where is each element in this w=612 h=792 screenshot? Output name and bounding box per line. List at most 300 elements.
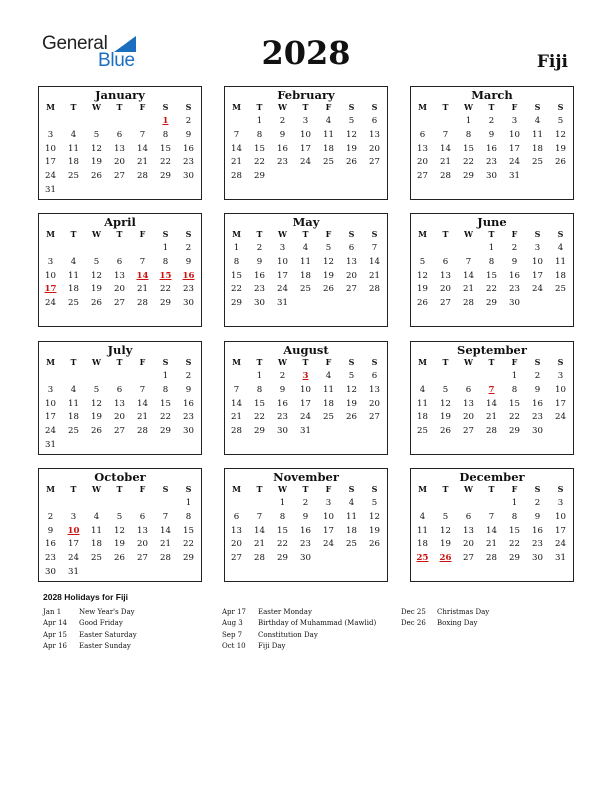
weekday-header: S bbox=[534, 357, 541, 367]
holiday-name: Good Friday bbox=[79, 619, 123, 628]
day-cell: 6 bbox=[116, 384, 123, 395]
day-cell: 4 bbox=[70, 256, 77, 267]
day-cell: 15 bbox=[160, 398, 171, 409]
month-april bbox=[38, 213, 202, 327]
day-cell: 31 bbox=[68, 567, 79, 577]
month-title: October bbox=[94, 470, 146, 484]
holiday-day-cell: 15 bbox=[159, 270, 172, 281]
day-cell: 17 bbox=[68, 539, 79, 550]
month-october bbox=[38, 468, 202, 582]
day-cell: 14 bbox=[463, 270, 474, 281]
day-cell: 5 bbox=[442, 384, 449, 395]
day-cell: 21 bbox=[440, 157, 451, 168]
day-cell: 28 bbox=[440, 171, 451, 182]
weekday-header: M bbox=[46, 357, 55, 367]
holiday-name: Boxing Day bbox=[437, 619, 478, 628]
day-cell: 29 bbox=[277, 553, 288, 564]
day-cell: 26 bbox=[346, 412, 357, 423]
day-cell: 10 bbox=[555, 511, 566, 522]
day-cell: 29 bbox=[509, 553, 520, 564]
day-cell: 24 bbox=[300, 412, 311, 423]
month-title: November bbox=[273, 470, 339, 484]
day-cell: 24 bbox=[300, 157, 311, 168]
day-cell: 18 bbox=[91, 539, 102, 550]
day-cell: 2 bbox=[256, 243, 263, 253]
day-cell: 26 bbox=[369, 539, 380, 550]
holiday-name: Easter Sunday bbox=[79, 641, 131, 650]
weekday-header: T bbox=[302, 484, 309, 494]
day-cell: 2 bbox=[185, 243, 192, 253]
weekday-header: S bbox=[185, 229, 192, 239]
day-cell: 16 bbox=[300, 525, 311, 536]
day-cell: 25 bbox=[68, 426, 79, 437]
day-cell: 8 bbox=[511, 384, 518, 395]
weekday-header: S bbox=[348, 229, 355, 239]
day-cell: 28 bbox=[137, 426, 148, 437]
weekday-header: W bbox=[464, 484, 473, 494]
month-june bbox=[410, 213, 574, 327]
day-cell: 3 bbox=[47, 256, 54, 267]
day-cell: 2 bbox=[488, 116, 495, 126]
day-cell: 27 bbox=[231, 553, 242, 564]
day-cell: 8 bbox=[488, 256, 495, 267]
day-cell: 1 bbox=[511, 371, 518, 381]
day-cell: 30 bbox=[183, 171, 194, 182]
day-cell: 9 bbox=[185, 256, 192, 267]
day-cell: 26 bbox=[91, 171, 102, 182]
day-cell: 5 bbox=[348, 371, 355, 381]
day-cell: 3 bbox=[47, 129, 54, 140]
day-cell: 16 bbox=[486, 143, 497, 154]
day-cell: 27 bbox=[369, 157, 380, 168]
weekday-header: S bbox=[371, 357, 378, 367]
day-cell: 23 bbox=[183, 284, 194, 295]
day-cell: 5 bbox=[325, 243, 332, 253]
day-cell: 28 bbox=[231, 171, 242, 182]
day-cell: 20 bbox=[346, 270, 357, 281]
day-cell: 10 bbox=[532, 256, 543, 267]
day-cell: 11 bbox=[532, 129, 543, 140]
weekday-header: S bbox=[371, 229, 378, 239]
day-cell: 25 bbox=[68, 171, 79, 182]
month-title: September bbox=[457, 343, 527, 357]
day-cell: 15 bbox=[509, 525, 520, 536]
day-cell: 24 bbox=[277, 284, 288, 295]
day-cell: 31 bbox=[45, 440, 56, 450]
month-may bbox=[224, 213, 388, 327]
weekday-header: T bbox=[70, 102, 77, 112]
day-cell: 10 bbox=[277, 256, 288, 267]
day-cell: 31 bbox=[509, 171, 520, 182]
day-cell: 23 bbox=[183, 157, 194, 168]
day-cell: 14 bbox=[231, 398, 242, 409]
day-cell: 3 bbox=[534, 243, 541, 253]
day-cell: 6 bbox=[139, 511, 146, 522]
day-cell: 3 bbox=[557, 498, 564, 508]
day-cell: 27 bbox=[114, 171, 125, 182]
weekday-header: F bbox=[325, 357, 332, 367]
day-cell: 24 bbox=[509, 157, 520, 168]
day-cell: 18 bbox=[346, 525, 357, 536]
weekday-header: S bbox=[162, 357, 169, 367]
day-cell: 19 bbox=[555, 143, 566, 154]
day-cell: 6 bbox=[419, 129, 426, 140]
day-cell: 26 bbox=[91, 298, 102, 309]
day-cell: 22 bbox=[486, 284, 497, 295]
day-cell: 19 bbox=[91, 412, 102, 423]
month-title: June bbox=[477, 215, 507, 229]
day-cell: 2 bbox=[534, 371, 541, 381]
day-cell: 4 bbox=[557, 243, 564, 253]
day-cell: 7 bbox=[139, 384, 146, 395]
day-cell: 12 bbox=[91, 143, 102, 154]
day-cell: 30 bbox=[45, 567, 56, 577]
day-cell: 12 bbox=[417, 270, 428, 281]
day-cell: 31 bbox=[45, 185, 56, 195]
weekday-header: W bbox=[278, 357, 287, 367]
holiday-day-cell: 25 bbox=[416, 553, 429, 564]
day-cell: 26 bbox=[91, 426, 102, 437]
logo-text-general: General bbox=[42, 33, 108, 54]
day-cell: 26 bbox=[417, 298, 428, 309]
weekday-header: T bbox=[70, 229, 77, 239]
day-cell: 27 bbox=[137, 553, 148, 564]
day-cell: 9 bbox=[534, 384, 541, 395]
day-cell: 13 bbox=[114, 270, 125, 281]
day-cell: 21 bbox=[137, 412, 148, 423]
day-cell: 15 bbox=[463, 143, 474, 154]
day-cell: 13 bbox=[463, 525, 474, 536]
day-cell: 23 bbox=[532, 539, 543, 550]
month-title: May bbox=[292, 215, 320, 229]
day-cell: 16 bbox=[509, 270, 520, 281]
weekday-header: T bbox=[256, 484, 263, 494]
day-cell: 9 bbox=[534, 511, 541, 522]
day-cell: 29 bbox=[486, 298, 497, 309]
logo-text-blue: Blue bbox=[98, 50, 135, 71]
day-cell: 18 bbox=[555, 270, 566, 281]
day-cell: 15 bbox=[183, 525, 194, 536]
weekday-header: S bbox=[557, 484, 564, 494]
day-cell: 1 bbox=[256, 116, 263, 126]
day-cell: 4 bbox=[325, 371, 332, 381]
holiday-day-cell: 10 bbox=[67, 525, 80, 536]
day-cell: 27 bbox=[417, 171, 428, 182]
day-cell: 27 bbox=[114, 426, 125, 437]
day-cell: 18 bbox=[68, 157, 79, 168]
day-cell: 1 bbox=[162, 371, 169, 381]
weekday-header: M bbox=[418, 229, 427, 239]
weekday-header: M bbox=[232, 484, 241, 494]
day-cell: 20 bbox=[440, 284, 451, 295]
day-cell: 9 bbox=[302, 511, 309, 522]
day-cell: 29 bbox=[254, 426, 265, 437]
day-cell: 21 bbox=[254, 539, 265, 550]
day-cell: 11 bbox=[68, 143, 79, 154]
day-cell: 19 bbox=[114, 539, 125, 550]
day-cell: 1 bbox=[488, 243, 495, 253]
day-cell: 21 bbox=[231, 412, 242, 423]
day-cell: 2 bbox=[302, 498, 309, 508]
weekday-header: T bbox=[488, 229, 495, 239]
day-cell: 6 bbox=[442, 256, 449, 267]
day-cell: 4 bbox=[348, 498, 355, 508]
weekday-header: W bbox=[92, 229, 101, 239]
holiday-date: Apr 14 bbox=[43, 619, 68, 628]
weekday-header: S bbox=[534, 102, 541, 112]
day-cell: 27 bbox=[369, 412, 380, 423]
day-cell: 30 bbox=[532, 553, 543, 564]
day-cell: 12 bbox=[346, 129, 357, 140]
day-cell: 14 bbox=[369, 256, 380, 267]
weekday-header: S bbox=[162, 102, 169, 112]
weekday-header: W bbox=[278, 229, 287, 239]
day-cell: 11 bbox=[555, 256, 566, 267]
day-cell: 4 bbox=[534, 116, 541, 126]
day-cell: 7 bbox=[139, 256, 146, 267]
day-cell: 1 bbox=[162, 243, 169, 253]
day-cell: 22 bbox=[160, 157, 171, 168]
weekday-header: F bbox=[325, 484, 332, 494]
holiday-day-cell: 1 bbox=[162, 116, 169, 126]
day-cell: 24 bbox=[555, 412, 566, 423]
day-cell: 15 bbox=[160, 143, 171, 154]
day-cell: 22 bbox=[160, 412, 171, 423]
day-cell: 28 bbox=[137, 298, 148, 309]
day-cell: 15 bbox=[254, 143, 265, 154]
day-cell: 29 bbox=[160, 171, 171, 182]
day-cell: 19 bbox=[91, 284, 102, 295]
day-cell: 14 bbox=[137, 143, 148, 154]
day-cell: 25 bbox=[68, 298, 79, 309]
day-cell: 13 bbox=[369, 129, 380, 140]
day-cell: 21 bbox=[486, 539, 497, 550]
holiday-date: Apr 17 bbox=[222, 608, 247, 616]
weekday-header: S bbox=[534, 484, 541, 494]
day-cell: 10 bbox=[45, 143, 56, 154]
day-cell: 8 bbox=[162, 384, 169, 395]
day-cell: 19 bbox=[346, 398, 357, 409]
day-cell: 12 bbox=[369, 511, 380, 522]
day-cell: 8 bbox=[256, 129, 263, 140]
day-cell: 29 bbox=[231, 298, 242, 309]
day-cell: 20 bbox=[417, 157, 428, 168]
holiday-name: New Year's Day bbox=[79, 608, 135, 616]
day-cell: 11 bbox=[417, 525, 428, 536]
day-cell: 16 bbox=[532, 398, 543, 409]
day-cell: 18 bbox=[323, 143, 334, 154]
weekday-header: W bbox=[278, 484, 287, 494]
day-cell: 25 bbox=[300, 284, 311, 295]
day-cell: 28 bbox=[137, 171, 148, 182]
day-cell: 26 bbox=[346, 157, 357, 168]
weekday-header: F bbox=[511, 357, 518, 367]
day-cell: 18 bbox=[417, 539, 428, 550]
holiday-date: Oct 10 bbox=[222, 641, 246, 650]
weekday-header: W bbox=[464, 229, 473, 239]
weekday-header: S bbox=[557, 229, 564, 239]
day-cell: 12 bbox=[91, 398, 102, 409]
day-cell: 17 bbox=[555, 525, 566, 536]
weekday-header: F bbox=[325, 102, 332, 112]
day-cell: 4 bbox=[70, 129, 77, 140]
day-cell: 28 bbox=[463, 298, 474, 309]
day-cell: 7 bbox=[139, 129, 146, 140]
weekday-header: M bbox=[418, 484, 427, 494]
weekday-header: F bbox=[139, 484, 146, 494]
day-cell: 22 bbox=[183, 539, 194, 550]
day-cell: 11 bbox=[68, 398, 79, 409]
holiday-day-cell: 17 bbox=[44, 284, 57, 295]
day-cell: 14 bbox=[160, 525, 171, 536]
month-november bbox=[224, 468, 388, 582]
day-cell: 4 bbox=[419, 511, 426, 522]
day-cell: 21 bbox=[137, 284, 148, 295]
day-cell: 3 bbox=[70, 511, 77, 522]
weekday-header: T bbox=[70, 484, 77, 494]
day-cell: 1 bbox=[279, 498, 286, 508]
day-cell: 16 bbox=[277, 398, 288, 409]
weekday-header: T bbox=[116, 102, 123, 112]
day-cell: 7 bbox=[465, 256, 472, 267]
day-cell: 5 bbox=[93, 129, 100, 140]
day-cell: 14 bbox=[231, 143, 242, 154]
day-cell: 31 bbox=[555, 553, 566, 564]
day-cell: 22 bbox=[254, 157, 265, 168]
day-cell: 2 bbox=[185, 116, 192, 126]
day-cell: 9 bbox=[47, 525, 54, 536]
weekday-header: S bbox=[348, 484, 355, 494]
day-cell: 8 bbox=[511, 511, 518, 522]
day-cell: 25 bbox=[417, 426, 428, 437]
day-cell: 20 bbox=[463, 539, 474, 550]
weekday-header: S bbox=[371, 484, 378, 494]
day-cell: 20 bbox=[463, 412, 474, 423]
day-cell: 15 bbox=[509, 398, 520, 409]
day-cell: 9 bbox=[279, 129, 286, 140]
day-cell: 26 bbox=[323, 284, 334, 295]
weekday-header: F bbox=[325, 229, 332, 239]
holiday-name: Fiji Day bbox=[258, 641, 286, 650]
day-cell: 15 bbox=[254, 398, 265, 409]
holiday-name: Easter Saturday bbox=[79, 630, 137, 639]
day-cell: 29 bbox=[509, 426, 520, 437]
day-cell: 4 bbox=[302, 243, 309, 253]
day-cell: 25 bbox=[323, 157, 334, 168]
day-cell: 12 bbox=[555, 129, 566, 140]
holiday-date: Apr 15 bbox=[43, 630, 68, 639]
weekday-header: T bbox=[442, 229, 449, 239]
day-cell: 24 bbox=[532, 284, 543, 295]
day-cell: 20 bbox=[369, 398, 380, 409]
weekday-header: S bbox=[348, 357, 355, 367]
day-cell: 2 bbox=[511, 243, 518, 253]
day-cell: 3 bbox=[279, 243, 286, 253]
holiday-day-cell: 26 bbox=[439, 553, 452, 564]
weekday-header: T bbox=[442, 357, 449, 367]
day-cell: 21 bbox=[137, 157, 148, 168]
day-cell: 1 bbox=[256, 371, 263, 381]
day-cell: 4 bbox=[419, 384, 426, 395]
day-cell: 5 bbox=[116, 511, 123, 522]
weekday-header: S bbox=[162, 484, 169, 494]
day-cell: 1 bbox=[511, 498, 518, 508]
day-cell: 4 bbox=[325, 116, 332, 126]
day-cell: 31 bbox=[300, 426, 311, 437]
day-cell: 14 bbox=[440, 143, 451, 154]
day-cell: 18 bbox=[417, 412, 428, 423]
day-cell: 13 bbox=[463, 398, 474, 409]
day-cell: 17 bbox=[555, 398, 566, 409]
day-cell: 9 bbox=[185, 129, 192, 140]
day-cell: 20 bbox=[137, 539, 148, 550]
holidays-heading: 2028 Holidays for Fiji bbox=[43, 592, 129, 602]
weekday-header: F bbox=[511, 102, 518, 112]
day-cell: 8 bbox=[256, 384, 263, 395]
weekday-header: T bbox=[302, 229, 309, 239]
day-cell: 8 bbox=[162, 129, 169, 140]
day-cell: 7 bbox=[256, 511, 263, 522]
day-cell: 11 bbox=[323, 129, 334, 140]
day-cell: 15 bbox=[231, 270, 242, 281]
day-cell: 28 bbox=[254, 553, 265, 564]
day-cell: 6 bbox=[116, 256, 123, 267]
day-cell: 17 bbox=[277, 270, 288, 281]
weekday-header: W bbox=[278, 102, 287, 112]
day-cell: 29 bbox=[254, 171, 265, 182]
weekday-header: T bbox=[256, 102, 263, 112]
day-cell: 30 bbox=[486, 171, 497, 182]
day-cell: 2 bbox=[47, 511, 54, 522]
weekday-header: S bbox=[557, 357, 564, 367]
day-cell: 24 bbox=[45, 298, 56, 309]
day-cell: 13 bbox=[137, 525, 148, 536]
day-cell: 10 bbox=[509, 129, 520, 140]
day-cell: 8 bbox=[465, 129, 472, 140]
day-cell: 23 bbox=[254, 284, 265, 295]
day-cell: 7 bbox=[371, 243, 378, 253]
weekday-header: T bbox=[70, 357, 77, 367]
weekday-header: T bbox=[302, 102, 309, 112]
weekday-header: W bbox=[92, 357, 101, 367]
day-cell: 23 bbox=[183, 412, 194, 423]
day-cell: 19 bbox=[417, 284, 428, 295]
day-cell: 24 bbox=[45, 426, 56, 437]
day-cell: 19 bbox=[323, 270, 334, 281]
weekday-header: S bbox=[371, 102, 378, 112]
day-cell: 25 bbox=[91, 553, 102, 564]
day-cell: 2 bbox=[279, 371, 286, 381]
holiday-date: Aug 3 bbox=[222, 619, 243, 628]
day-cell: 5 bbox=[442, 511, 449, 522]
month-title: January bbox=[95, 88, 145, 102]
day-cell: 6 bbox=[233, 511, 240, 522]
day-cell: 23 bbox=[45, 553, 56, 564]
day-cell: 6 bbox=[348, 243, 355, 253]
day-cell: 16 bbox=[532, 525, 543, 536]
weekday-header: W bbox=[92, 102, 101, 112]
day-cell: 6 bbox=[371, 371, 378, 381]
day-cell: 12 bbox=[440, 525, 451, 536]
day-cell: 7 bbox=[442, 129, 449, 140]
day-cell: 1 bbox=[465, 116, 472, 126]
day-cell: 23 bbox=[300, 539, 311, 550]
weekday-header: M bbox=[232, 102, 241, 112]
day-cell: 7 bbox=[233, 384, 240, 395]
weekday-header: S bbox=[557, 102, 564, 112]
day-cell: 8 bbox=[279, 511, 286, 522]
day-cell: 29 bbox=[160, 426, 171, 437]
